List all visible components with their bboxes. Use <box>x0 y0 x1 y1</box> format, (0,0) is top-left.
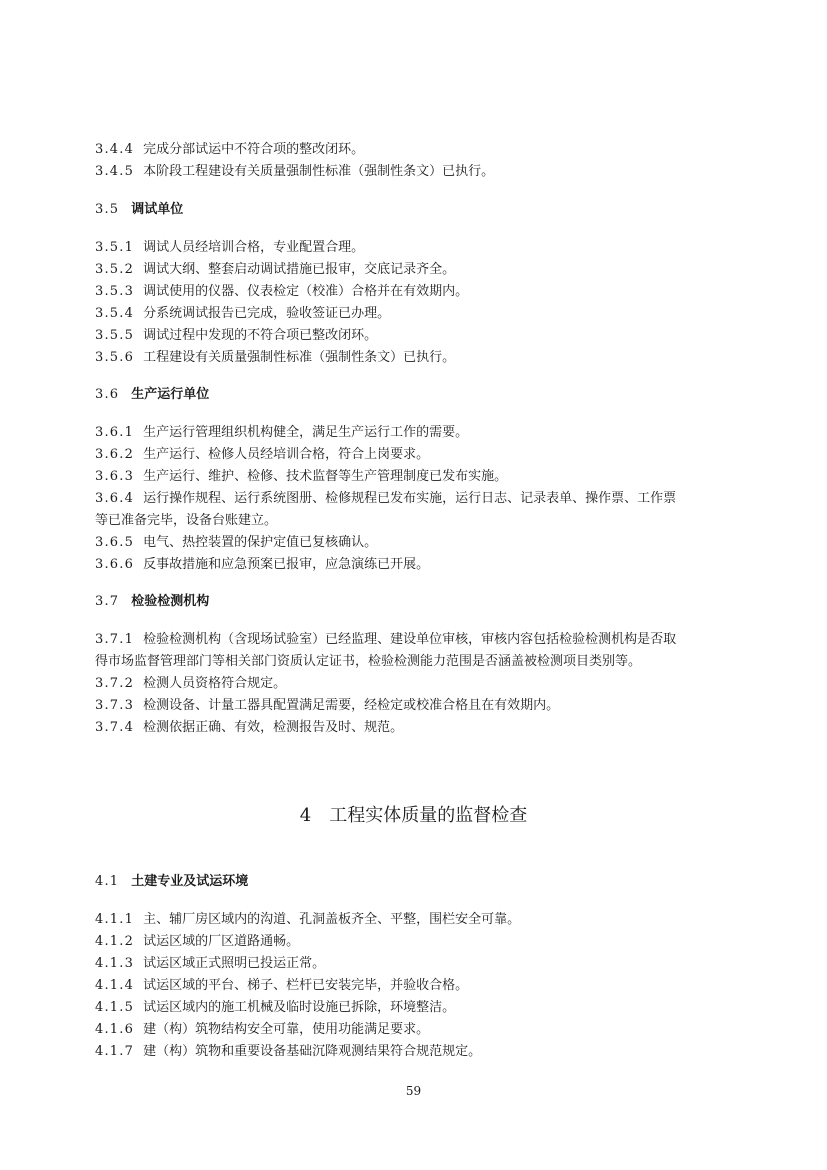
clause-number: 4.1.2 <box>95 934 135 949</box>
section-number: 3.6 <box>95 387 120 402</box>
clause-text: 完成分部试运中不符合项的整改闭环。 <box>143 142 365 157</box>
clause-3-5-4 <box>95 306 390 322</box>
clause-number: 3.6.6 <box>95 557 135 572</box>
clause-text: 反事故措施和应急预案已报审，应急演练已开展。 <box>143 557 430 572</box>
clause-number: 4.1.5 <box>95 1000 135 1015</box>
clause-text: 工程建设有关质量强制性标准（强制性条文）已执行。 <box>143 350 456 365</box>
clause-text: 生产运行、检修人员经培训合格，符合上岗要求。 <box>143 447 430 462</box>
clause-text: 试运区域的厂区道路通畅。 <box>143 934 300 949</box>
section-title: 生产运行单位 <box>131 387 210 402</box>
section-number: 3.7 <box>95 594 120 609</box>
clause-number: 4.1.3 <box>95 956 135 971</box>
clause-text: 电气、热控装置的保护定值已复核确认。 <box>143 535 378 550</box>
clause-4-1-3 <box>95 956 325 972</box>
section-heading-3-6 <box>95 387 209 403</box>
chapter-number: 4 <box>299 805 312 826</box>
section-heading-4-1 <box>95 874 248 890</box>
clause-text: 生产运行管理组织机构健全，满足生产运行工作的需要。 <box>143 425 469 440</box>
clause-number: 4.1.6 <box>95 1022 135 1037</box>
section-title: 检验检测机构 <box>131 594 210 609</box>
clause-number: 3.7.1 <box>95 632 135 647</box>
clause-number: 3.4.4 <box>95 142 135 157</box>
clause-number: 3.4.5 <box>95 164 135 179</box>
clause-text: 调试过程中发现的不符合项已整改闭环。 <box>143 328 378 343</box>
clause-text: 试运区域内的施工机械及临时设施已拆除，环境整洁。 <box>143 1000 456 1015</box>
clause-text: 调试使用的仪器、仪表检定（校准）合格并在有效期内。 <box>143 284 469 299</box>
clause-text: 建（构）筑物结构安全可靠，使用功能满足要求。 <box>143 1022 430 1037</box>
section-title: 调试单位 <box>131 202 184 217</box>
clause-3-5-6 <box>95 350 455 366</box>
clause-number: 3.7.4 <box>95 720 135 735</box>
clause-number: 4.1.7 <box>95 1044 135 1059</box>
clause-3-5-3 <box>95 284 468 300</box>
clause-number: 4.1.1 <box>95 912 135 927</box>
clause-number: 3.5.2 <box>95 262 135 277</box>
clause-number: 3.6.1 <box>95 425 135 440</box>
clause-text: 本阶段工程建设有关质量强制性标准（强制性条文）已执行。 <box>143 164 495 179</box>
section-number: 3.5 <box>95 202 120 217</box>
clause-number: 3.5.6 <box>95 350 135 365</box>
clause-number: 3.6.2 <box>95 447 135 462</box>
clause-text: 运行操作规程、运行系统图册、检修规程已发布实施，运行日志、记录表单、操作票、工作票 <box>143 491 677 506</box>
clause-number: 3.5.4 <box>95 306 135 321</box>
clause-4-1-2 <box>95 934 299 950</box>
chapter-heading <box>0 804 827 828</box>
clause-number: 3.6.5 <box>95 535 135 550</box>
clause-text: 检测设备、计量工器具配置满足需要，经检定或校准合格且在有效期内。 <box>143 698 560 713</box>
clause-text: 检测人员资格符合规定。 <box>143 676 287 691</box>
clause-text: 试运区域的平台、梯子、栏杆已安装完毕，并验收合格。 <box>143 978 469 993</box>
clause-number: 3.6.4 <box>95 491 135 506</box>
clause-text: 试运区域正式照明已投运正常。 <box>143 956 326 971</box>
clause-number: 3.5.1 <box>95 240 135 255</box>
clause-4-1-1 <box>95 912 520 928</box>
clause-3-4-4 <box>95 142 364 158</box>
clause-3-7-1 <box>95 632 676 648</box>
chapter-title: 工程实体质量的监督检查 <box>329 805 528 826</box>
clause-3-6-1 <box>95 425 468 441</box>
clause-text: 生产运行、维护、检修、技术监督等生产管理制度已发布实施。 <box>143 469 508 484</box>
clause-number: 3.5.5 <box>95 328 135 343</box>
clause-3-4-5 <box>95 164 494 180</box>
clause-text: 检测依据正确、有效，检测报告及时、规范。 <box>143 720 404 735</box>
clause-3-6-4-continuation: 等已准备完毕，设备台账建立。 <box>95 513 278 528</box>
page-number: 59 <box>405 1084 422 1098</box>
clause-4-1-7 <box>95 1044 481 1060</box>
clause-3-6-6 <box>95 557 429 573</box>
clause-4-1-6 <box>95 1022 429 1038</box>
clause-3-7-4 <box>95 720 403 736</box>
section-number: 4.1 <box>95 874 120 889</box>
clause-3-6-5 <box>95 535 377 551</box>
clause-3-7-1-continuation: 得市场监督管理部门等相关部门资质认定证书，检验检测能力范围是否涵盖被检测项目类别等。 <box>95 654 642 669</box>
clause-3-5-1 <box>95 240 364 256</box>
clause-number: 3.5.3 <box>95 284 135 299</box>
clause-text: 调试人员经培训合格，专业配置合理。 <box>143 240 365 255</box>
clause-number: 3.7.2 <box>95 676 135 691</box>
clause-4-1-4 <box>95 978 468 994</box>
clause-text: 建（构）筑物和重要设备基础沉降观测结果符合规范规定。 <box>143 1044 482 1059</box>
clause-3-7-2 <box>95 676 286 692</box>
clause-text: 主、辅厂房区域内的沟道、孔洞盖板齐全、平整，围栏安全可靠。 <box>143 912 521 927</box>
clause-text: 检验检测机构（含现场试验室）已经监理、建设单位审核，审核内容包括检验检测机构是否取 <box>143 632 677 647</box>
clause-number: 4.1.4 <box>95 978 135 993</box>
clause-3-6-2 <box>95 447 429 463</box>
clause-number: 3.7.3 <box>95 698 135 713</box>
clause-3-6-4 <box>95 491 676 507</box>
section-heading-3-7 <box>95 594 209 610</box>
clause-text: 分系统调试报告已完成，验收签证已办理。 <box>143 306 391 321</box>
clause-3-5-2 <box>95 262 455 278</box>
section-heading-3-5 <box>95 202 183 218</box>
section-title: 土建专业及试运环境 <box>131 874 249 889</box>
clause-3-5-5 <box>95 328 377 344</box>
clause-3-6-3 <box>95 469 507 485</box>
clause-3-7-3 <box>95 698 559 714</box>
clause-text: 调试大纲、整套启动调试措施已报审，交底记录齐全。 <box>143 262 456 277</box>
clause-number: 3.6.3 <box>95 469 135 484</box>
clause-4-1-5 <box>95 1000 455 1016</box>
